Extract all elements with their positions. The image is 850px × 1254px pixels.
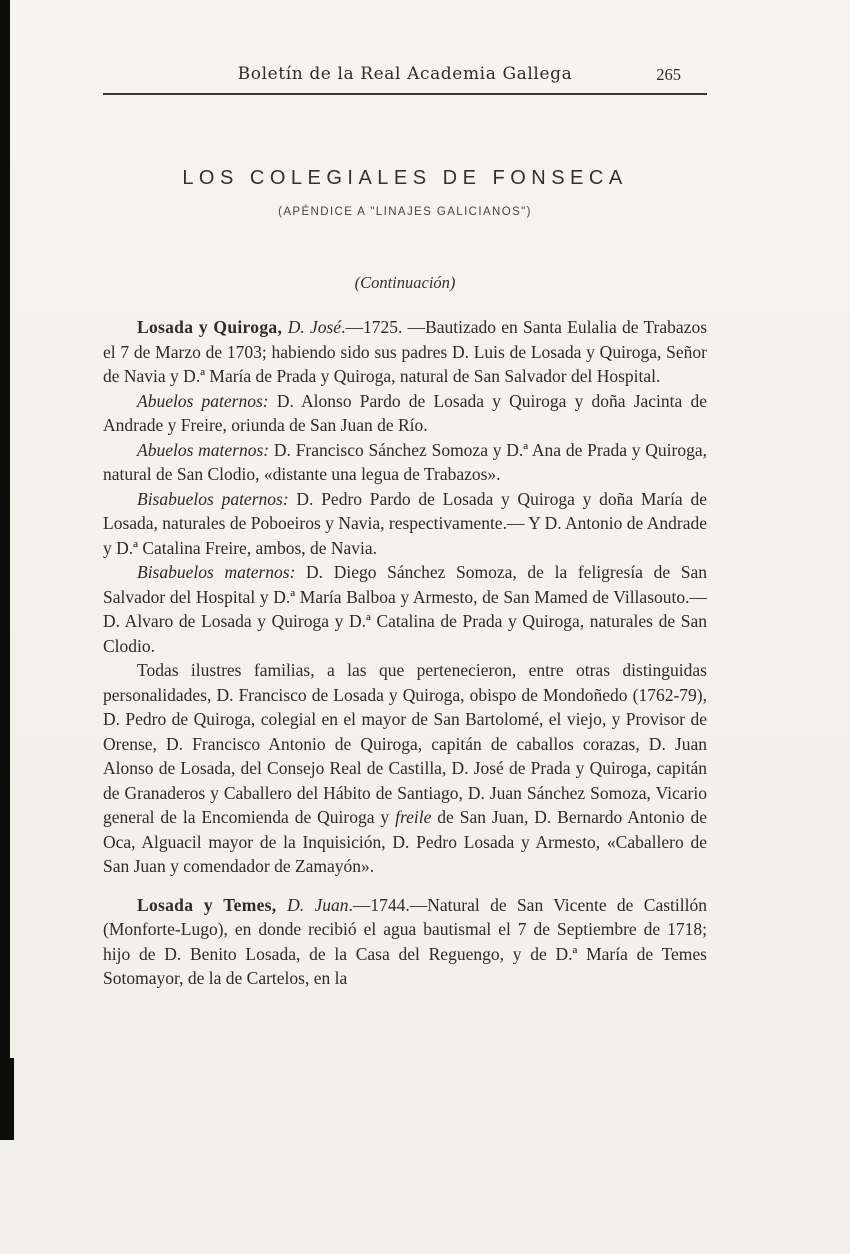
header-rule (103, 93, 707, 95)
paragraph (103, 893, 707, 991)
text-segment: D. José (287, 317, 342, 337)
paragraph (103, 658, 707, 879)
paragraph (103, 487, 707, 561)
article-body (103, 315, 707, 991)
text-segment: .—1744.—Natural de San Vicente de Castillón (Monforte-Lugo), en donde recibió el agua bautismal el 7 de Septiembre de 1718; hijo de D. Benito Losada, de la Casa del Reguengo, y de D.ª María de Temes Sotomayor, de la de Cartelos, en la (103, 894, 707, 988)
text-segment: de San Juan, D. Bernardo Antonio de Oca, Alguacil mayor de la Inquisición, D. Pedro Losada y Armesto, «Caballero de San Juan y comendador de Zamayón». (103, 807, 707, 876)
binding-shadow-nub (0, 1058, 14, 1140)
text-segment: Losada y Temes, (137, 894, 288, 915)
text-segment: Losada y Quiroga, (137, 317, 288, 337)
continuation-note: (Continuación) (354, 273, 456, 292)
article-subtitle: (APÉNDICE A "LINAJES GALICIANOS") (278, 206, 532, 218)
text-segment: D. Pedro Pardo de Losada y Quiroga y doña María de Losada, naturales de Poboeiros y Navia, respectivamente.— Y D. Antonio de Andrade y D.ª Catalina Freire, ambos, de Navia. (103, 488, 707, 558)
text-segment: D. Diego Sánchez Somoza, de la feligresía de San Salvador del Hospital y D.ª María Balboa y Armesto, de San Mamed de Villasouto.—D. Alvaro de Losada y Quiroga y D.ª Catalina de Prada y Quiroga, naturales de San Clodio. (103, 562, 707, 656)
text-segment: Abuelos paternos: (137, 390, 277, 411)
binding-shadow (0, 0, 10, 1060)
page-number: 265 (656, 65, 681, 84)
text-segment: D. Francisco Sánchez Somoza y D.ª Ana de Prada y Quiroga, natural de San Clodio, «distante una legua de Trabazos». (103, 439, 707, 484)
paragraph (103, 315, 707, 389)
text-segment: D. Juan (287, 894, 349, 915)
page-header (103, 64, 707, 88)
text-segment: Todas ilustres familias, a las que pertenecieron, entre otras distinguidas personalidades, D. Francisco de Losada y Quiroga, obispo de Mondoñedo (1762-79), D. Pedro de Quiroga, colegial en el mayor de San Bartolomé, el viejo, y Provisor de Orense, D. Francisco Antonio de Quiroga, capitán de caballos corazas, D. Juan Alonso de Losada, del Consejo Real de Castilla, D. José de Prada y Quiroga, capitán de Granaderos y Caballero del Hábito de Santiago, D. Juan Sánchez Somoza, Vicario general de la Encomienda de Quiroga y (103, 660, 707, 827)
text-segment: D. Alonso Pardo de Losada y Quiroga y doña Jacinta de Andrade y Freire, oriunda de San Juan de Río. (103, 390, 707, 435)
text-segment: freile (395, 807, 432, 827)
paragraph (103, 560, 707, 658)
text-segment: Bisabuelos paternos: (137, 488, 297, 509)
article-title: LOS COLEGIALES DE FONSECA (182, 167, 628, 189)
text-segment: Abuelos maternos: (137, 439, 274, 460)
scanned-page (103, 0, 707, 991)
text-segment: Bisabuelos maternos: (137, 562, 307, 582)
paragraph (103, 389, 707, 438)
paragraph (103, 438, 707, 487)
text-segment: .—1725. —Bautizado en Santa Eulalia de Trabazos el 7 de Marzo de 1703; habiendo sido sus padres D. Luis de Losada y Quiroga, Señor de Navia y D.ª María de Prada y Quiroga, natural de San Salvador del Hospital. (103, 317, 707, 386)
journal-title: Boletín de la Real Academia Gallega (237, 64, 573, 84)
